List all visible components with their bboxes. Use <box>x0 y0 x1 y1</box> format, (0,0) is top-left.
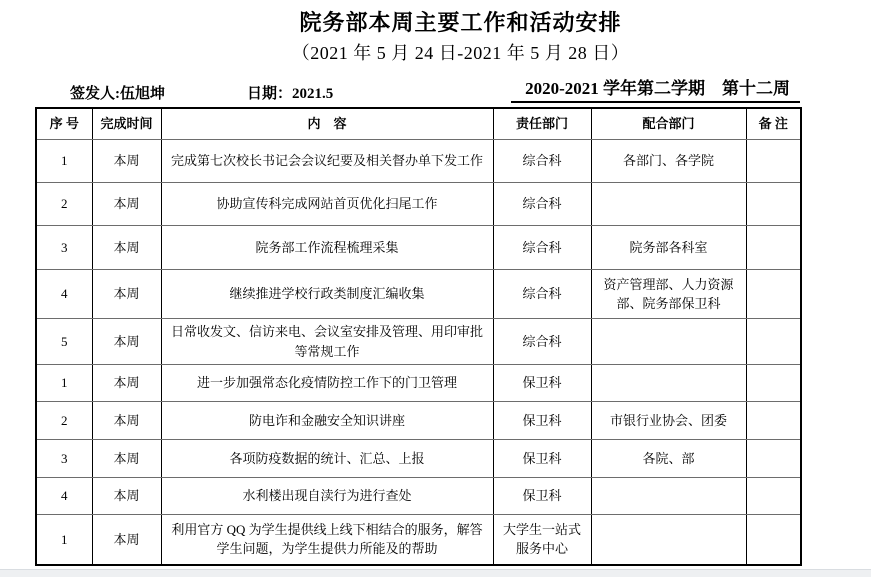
meta-row <box>0 79 871 103</box>
cell-seq: 1 <box>36 140 92 183</box>
table-row <box>36 515 801 565</box>
cell-content: 进一步加强常态化疫情防控工作下的门卫管理 <box>161 365 493 402</box>
cell-dept: 综合科 <box>493 319 591 365</box>
cell-partner <box>591 478 746 515</box>
cell-time: 本周 <box>92 402 161 440</box>
cell-content: 完成第七次校长书记会会议纪要及相关督办单下发工作 <box>161 140 493 183</box>
cell-content: 各项防疫数据的统计、汇总、上报 <box>161 440 493 478</box>
table-row <box>36 183 801 226</box>
cell-partner: 资产管理部、人力资源部、院务部保卫科 <box>591 270 746 319</box>
cell-time: 本周 <box>92 440 161 478</box>
cell-note <box>746 140 801 183</box>
cell-note <box>746 365 801 402</box>
cell-seq: 4 <box>36 270 92 319</box>
cell-time: 本周 <box>92 140 161 183</box>
cell-content: 院务部工作流程梳理采集 <box>161 226 493 270</box>
cell-time: 本周 <box>92 270 161 319</box>
table-row <box>36 319 801 365</box>
table-row <box>36 365 801 402</box>
cell-partner <box>591 319 746 365</box>
table-row <box>36 478 801 515</box>
cell-dept: 保卫科 <box>493 365 591 402</box>
cell-note <box>746 226 801 270</box>
cell-partner: 院务部各科室 <box>591 226 746 270</box>
signer-label: 签发人:伍旭坤 <box>70 86 165 102</box>
cell-partner: 各部门、各学院 <box>591 140 746 183</box>
cell-note <box>746 440 801 478</box>
cell-seq: 2 <box>36 183 92 226</box>
cell-note <box>746 478 801 515</box>
table-row <box>36 402 801 440</box>
header-seq: 序 号 <box>36 108 92 140</box>
cell-note <box>746 270 801 319</box>
semester-week-label: 2020-2021 学年第二学期 第十二周 <box>511 74 800 103</box>
table-row <box>36 440 801 478</box>
document-title: 院务部本周主要工作和活动安排 <box>299 10 622 35</box>
table-row <box>36 270 801 319</box>
header-dept: 责任部门 <box>493 108 591 140</box>
page-bottom-strip <box>0 569 871 577</box>
cell-content: 协助宣传科完成网站首页优化扫尾工作 <box>161 183 493 226</box>
table-row <box>36 226 801 270</box>
cell-seq: 4 <box>36 478 92 515</box>
cell-time: 本周 <box>92 515 161 565</box>
header-content: 内 容 <box>161 108 493 140</box>
cell-time: 本周 <box>92 183 161 226</box>
cell-dept: 大学生一站式服务中心 <box>493 515 591 565</box>
date-label: 日期：2021.5 <box>247 86 334 102</box>
table-row <box>36 140 801 183</box>
cell-partner: 市银行业协会、团委 <box>591 402 746 440</box>
table-header-row <box>36 108 801 140</box>
cell-partner <box>591 183 746 226</box>
cell-note <box>746 183 801 226</box>
cell-dept: 综合科 <box>493 226 591 270</box>
cell-content: 防电诈和金融安全知识讲座 <box>161 402 493 440</box>
header-note: 备 注 <box>746 108 801 140</box>
cell-dept: 保卫科 <box>493 440 591 478</box>
cell-seq: 1 <box>36 365 92 402</box>
cell-note <box>746 319 801 365</box>
schedule-table <box>35 107 802 566</box>
cell-seq: 2 <box>36 402 92 440</box>
document-date-range: （2021 年 5 月 24 日-2021 年 5 月 28 日） <box>291 43 630 63</box>
cell-time: 本周 <box>92 478 161 515</box>
table-body <box>36 140 801 565</box>
cell-note <box>746 402 801 440</box>
header-partner: 配合部门 <box>591 108 746 140</box>
cell-dept: 保卫科 <box>493 478 591 515</box>
document-header <box>0 6 871 65</box>
cell-dept: 综合科 <box>493 140 591 183</box>
cell-note <box>746 515 801 565</box>
cell-content: 继续推进学校行政类制度汇编收集 <box>161 270 493 319</box>
cell-seq: 3 <box>36 226 92 270</box>
cell-dept: 综合科 <box>493 183 591 226</box>
cell-content: 日常收发文、信访来电、会议室安排及管理、用印审批等常规工作 <box>161 319 493 365</box>
cell-seq: 1 <box>36 515 92 565</box>
cell-seq: 5 <box>36 319 92 365</box>
cell-time: 本周 <box>92 319 161 365</box>
header-time: 完成时间 <box>92 108 161 140</box>
cell-time: 本周 <box>92 365 161 402</box>
cell-dept: 保卫科 <box>493 402 591 440</box>
cell-time: 本周 <box>92 226 161 270</box>
cell-partner <box>591 365 746 402</box>
cell-content: 水利楼出现自渎行为进行查处 <box>161 478 493 515</box>
cell-partner: 各院、部 <box>591 440 746 478</box>
cell-seq: 3 <box>36 440 92 478</box>
cell-partner <box>591 515 746 565</box>
cell-dept: 综合科 <box>493 270 591 319</box>
cell-content: 利用官方 QQ 为学生提供线上线下相结合的服务，解答学生问题，为学生提供力所能及的帮助 <box>161 515 493 565</box>
